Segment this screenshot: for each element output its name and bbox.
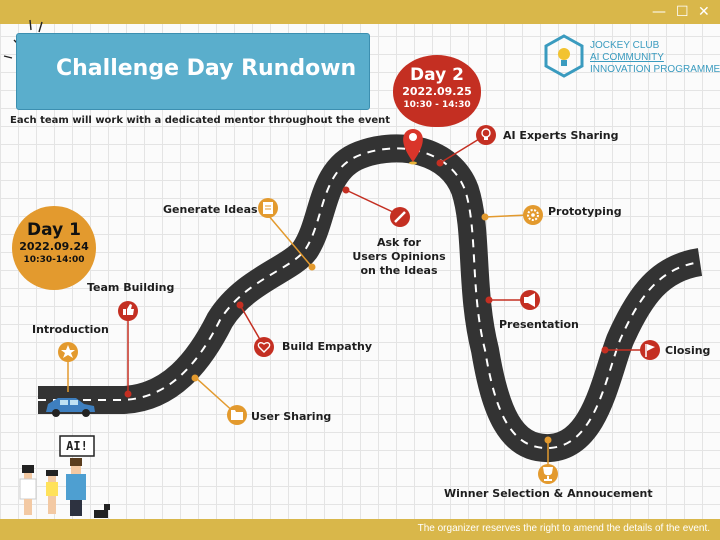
- speech-bubble: AI!: [66, 439, 88, 453]
- logo-text: [590, 40, 720, 76]
- logo-line-1: JOCKEY CLUB: [590, 40, 660, 51]
- stop-closing: Closing: [665, 344, 711, 357]
- connector-ask-for: [346, 190, 395, 213]
- stop-introduction: Introduction: [32, 323, 109, 336]
- connector-build-empathy: [240, 305, 262, 343]
- close-icon[interactable]: ✕: [698, 4, 710, 20]
- star-icon: [58, 342, 78, 362]
- stop-winner: Winner Selection & Annoucement: [444, 487, 653, 500]
- lightbulb-small-icon: [476, 125, 496, 145]
- stop-ai-experts: AI Experts Sharing: [503, 129, 619, 142]
- stop-presentation: Presentation: [499, 318, 579, 331]
- logo-icon: [546, 36, 582, 76]
- maximize-icon[interactable]: ☐: [676, 4, 689, 20]
- day1-label: Day 1: [27, 220, 81, 240]
- stop-team-building: Team Building: [87, 281, 175, 294]
- footer-note: The organizer reserves the right to amend the details of the event.: [417, 523, 710, 534]
- page-title: Challenge Day Rundown: [56, 56, 357, 81]
- day1-date: 2022.09.24: [19, 240, 89, 253]
- pencil-icon: [390, 207, 410, 227]
- day2-date: 2022.09.25: [402, 85, 472, 98]
- connector-prototyping: [485, 215, 528, 217]
- day2-time: 10:30 - 14:30: [403, 100, 471, 110]
- logo-line-2: AI COMMUNITY: [590, 52, 664, 63]
- day2-badge: [393, 55, 481, 127]
- heart-icon: [254, 337, 274, 357]
- folder-icon: [227, 405, 247, 425]
- stop-generate-ideas: Generate Ideas: [163, 203, 258, 216]
- gear-icon: [523, 205, 543, 225]
- thumbs-up-icon: [118, 301, 138, 321]
- road-path: [38, 148, 700, 448]
- day1-time: 10:30-14:00: [23, 255, 85, 265]
- logo-line-3: INNOVATION PROGRAMME: [590, 64, 720, 75]
- minimize-icon[interactable]: —: [652, 4, 666, 20]
- megaphone-icon: [520, 290, 540, 310]
- notepad-icon: [258, 198, 278, 218]
- flag-icon: [640, 340, 660, 360]
- stop-build-empathy: Build Empathy: [282, 340, 372, 353]
- stop-ask-for-line-1: Ask for: [377, 236, 421, 249]
- stop-user-sharing: User Sharing: [251, 410, 332, 423]
- day2-label: Day 2: [410, 65, 464, 85]
- stop-ask-for-line-2: Users Opinions: [352, 250, 446, 263]
- page-subtitle: Each team will work with a dedicated mentor throughout the event: [10, 115, 391, 126]
- trophy-icon: [538, 464, 558, 484]
- stop-prototyping: Prototyping: [548, 205, 622, 218]
- stop-ask-for: [351, 236, 447, 278]
- day1-badge: [12, 206, 96, 290]
- stop-ask-for-line-3: on the Ideas: [360, 264, 438, 277]
